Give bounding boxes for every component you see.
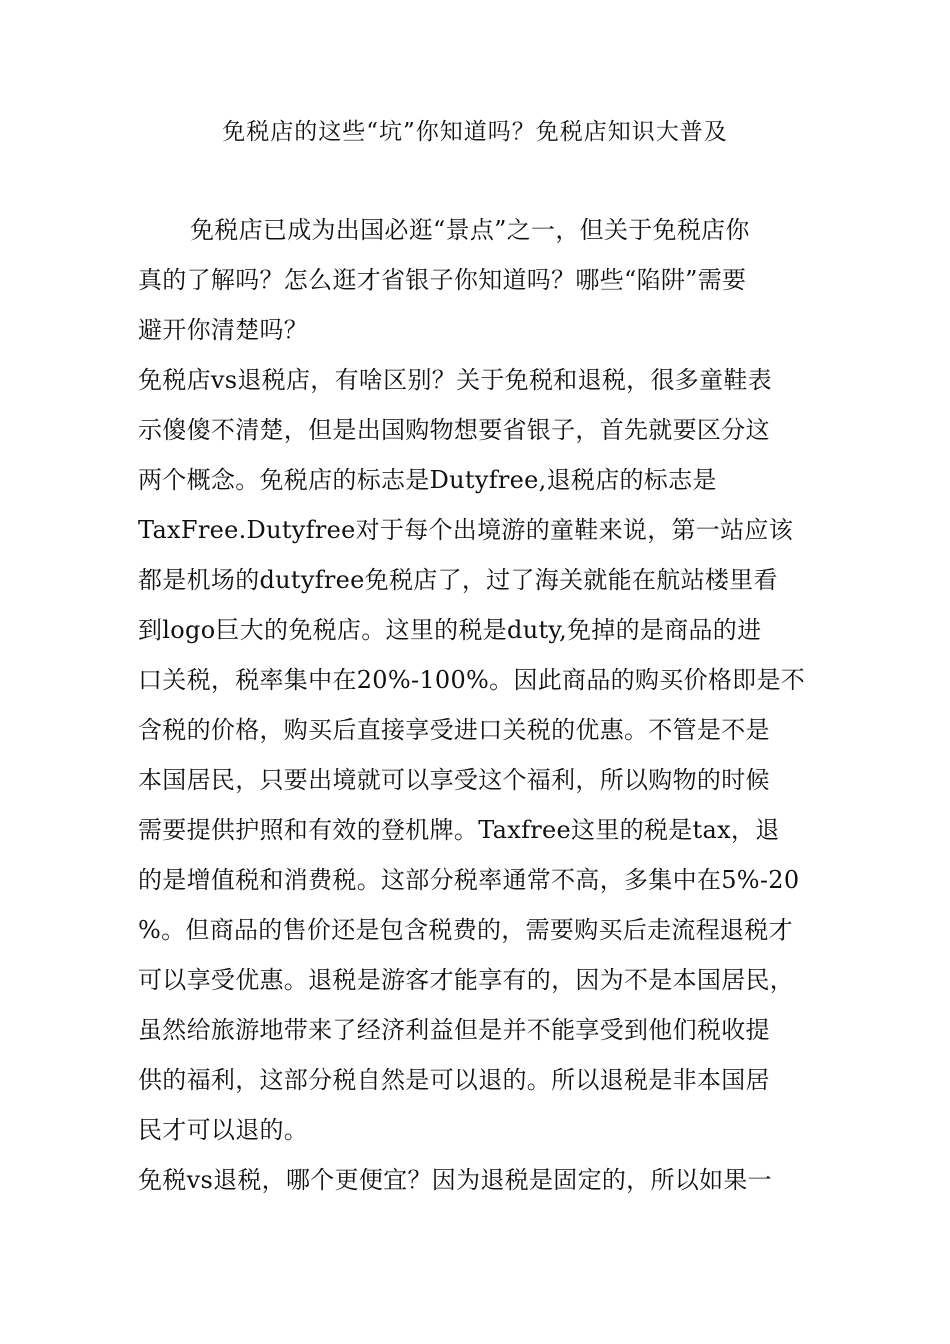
paragraph-line: 避开你清楚吗？ [138,316,309,344]
paragraph-line: 真的了解吗？怎么逛才省银子你知道吗？哪些“陷阱”需要 [138,266,747,294]
paragraph-line: %。但商品的售价还是包含税费的，需要购买后走流程退税才 [138,916,793,944]
paragraph-line: 的是增值税和消费税。这部分税率通常不高，多集中在5%-20 [138,866,800,894]
paragraph-line: 民才可以退的。 [138,1116,309,1144]
document-title: 免税店的这些“坑”你知道吗？免税店知识大普及 [222,119,728,145]
paragraph-line: 可以享受优惠。退税是游客才能享有的，因为不是本国居民， [138,966,795,994]
paragraph-line: 本国居民，只要出境就可以享受这个福利，所以购物的时候 [138,766,770,794]
paragraph-line: 虽然给旅游地带来了经济利益但是并不能享受到他们税收提 [138,1016,770,1044]
paragraph-line: 都是机场的dutyfree免税店了，过了海关就能在航站楼里看 [138,566,778,594]
paragraph-line: 免税店vs退税店，有啥区别？关于免税和退税，很多童鞋表 [138,366,772,394]
document-body [138,205,818,1205]
paragraph-line: 供的福利，这部分税自然是可以退的。所以退税是非本国居 [138,1066,770,1094]
paragraph-line: 含税的价格，购买后直接享受进口关税的优惠。不管是不是 [138,716,770,744]
paragraph-line: 口关税，税率集中在20%-100%。因此商品的购买价格即是不 [138,666,806,694]
paragraph-line: 免税店已成为出国必逛“景点”之一，但关于免税店你 [190,216,750,244]
paragraph-line: 需要提供护照和有效的登机牌。Taxfree这里的税是tax，退 [138,816,780,844]
paragraph-line: 到logo巨大的免税店。这里的税是duty,免掉的是商品的进 [138,616,762,644]
paragraph-line: 示傻傻不清楚，但是出国购物想要省银子，首先就要区分这 [138,416,770,444]
paragraph-line: TaxFree.Dutyfree对于每个出境游的童鞋来说，第一站应该 [138,516,794,544]
paragraph-line: 免税vs退税，哪个更便宜？因为退税是固定的，所以如果一 [138,1166,772,1194]
paragraph-line: 两个概念。免税店的标志是Dutyfree,退税店的标志是 [138,466,717,494]
